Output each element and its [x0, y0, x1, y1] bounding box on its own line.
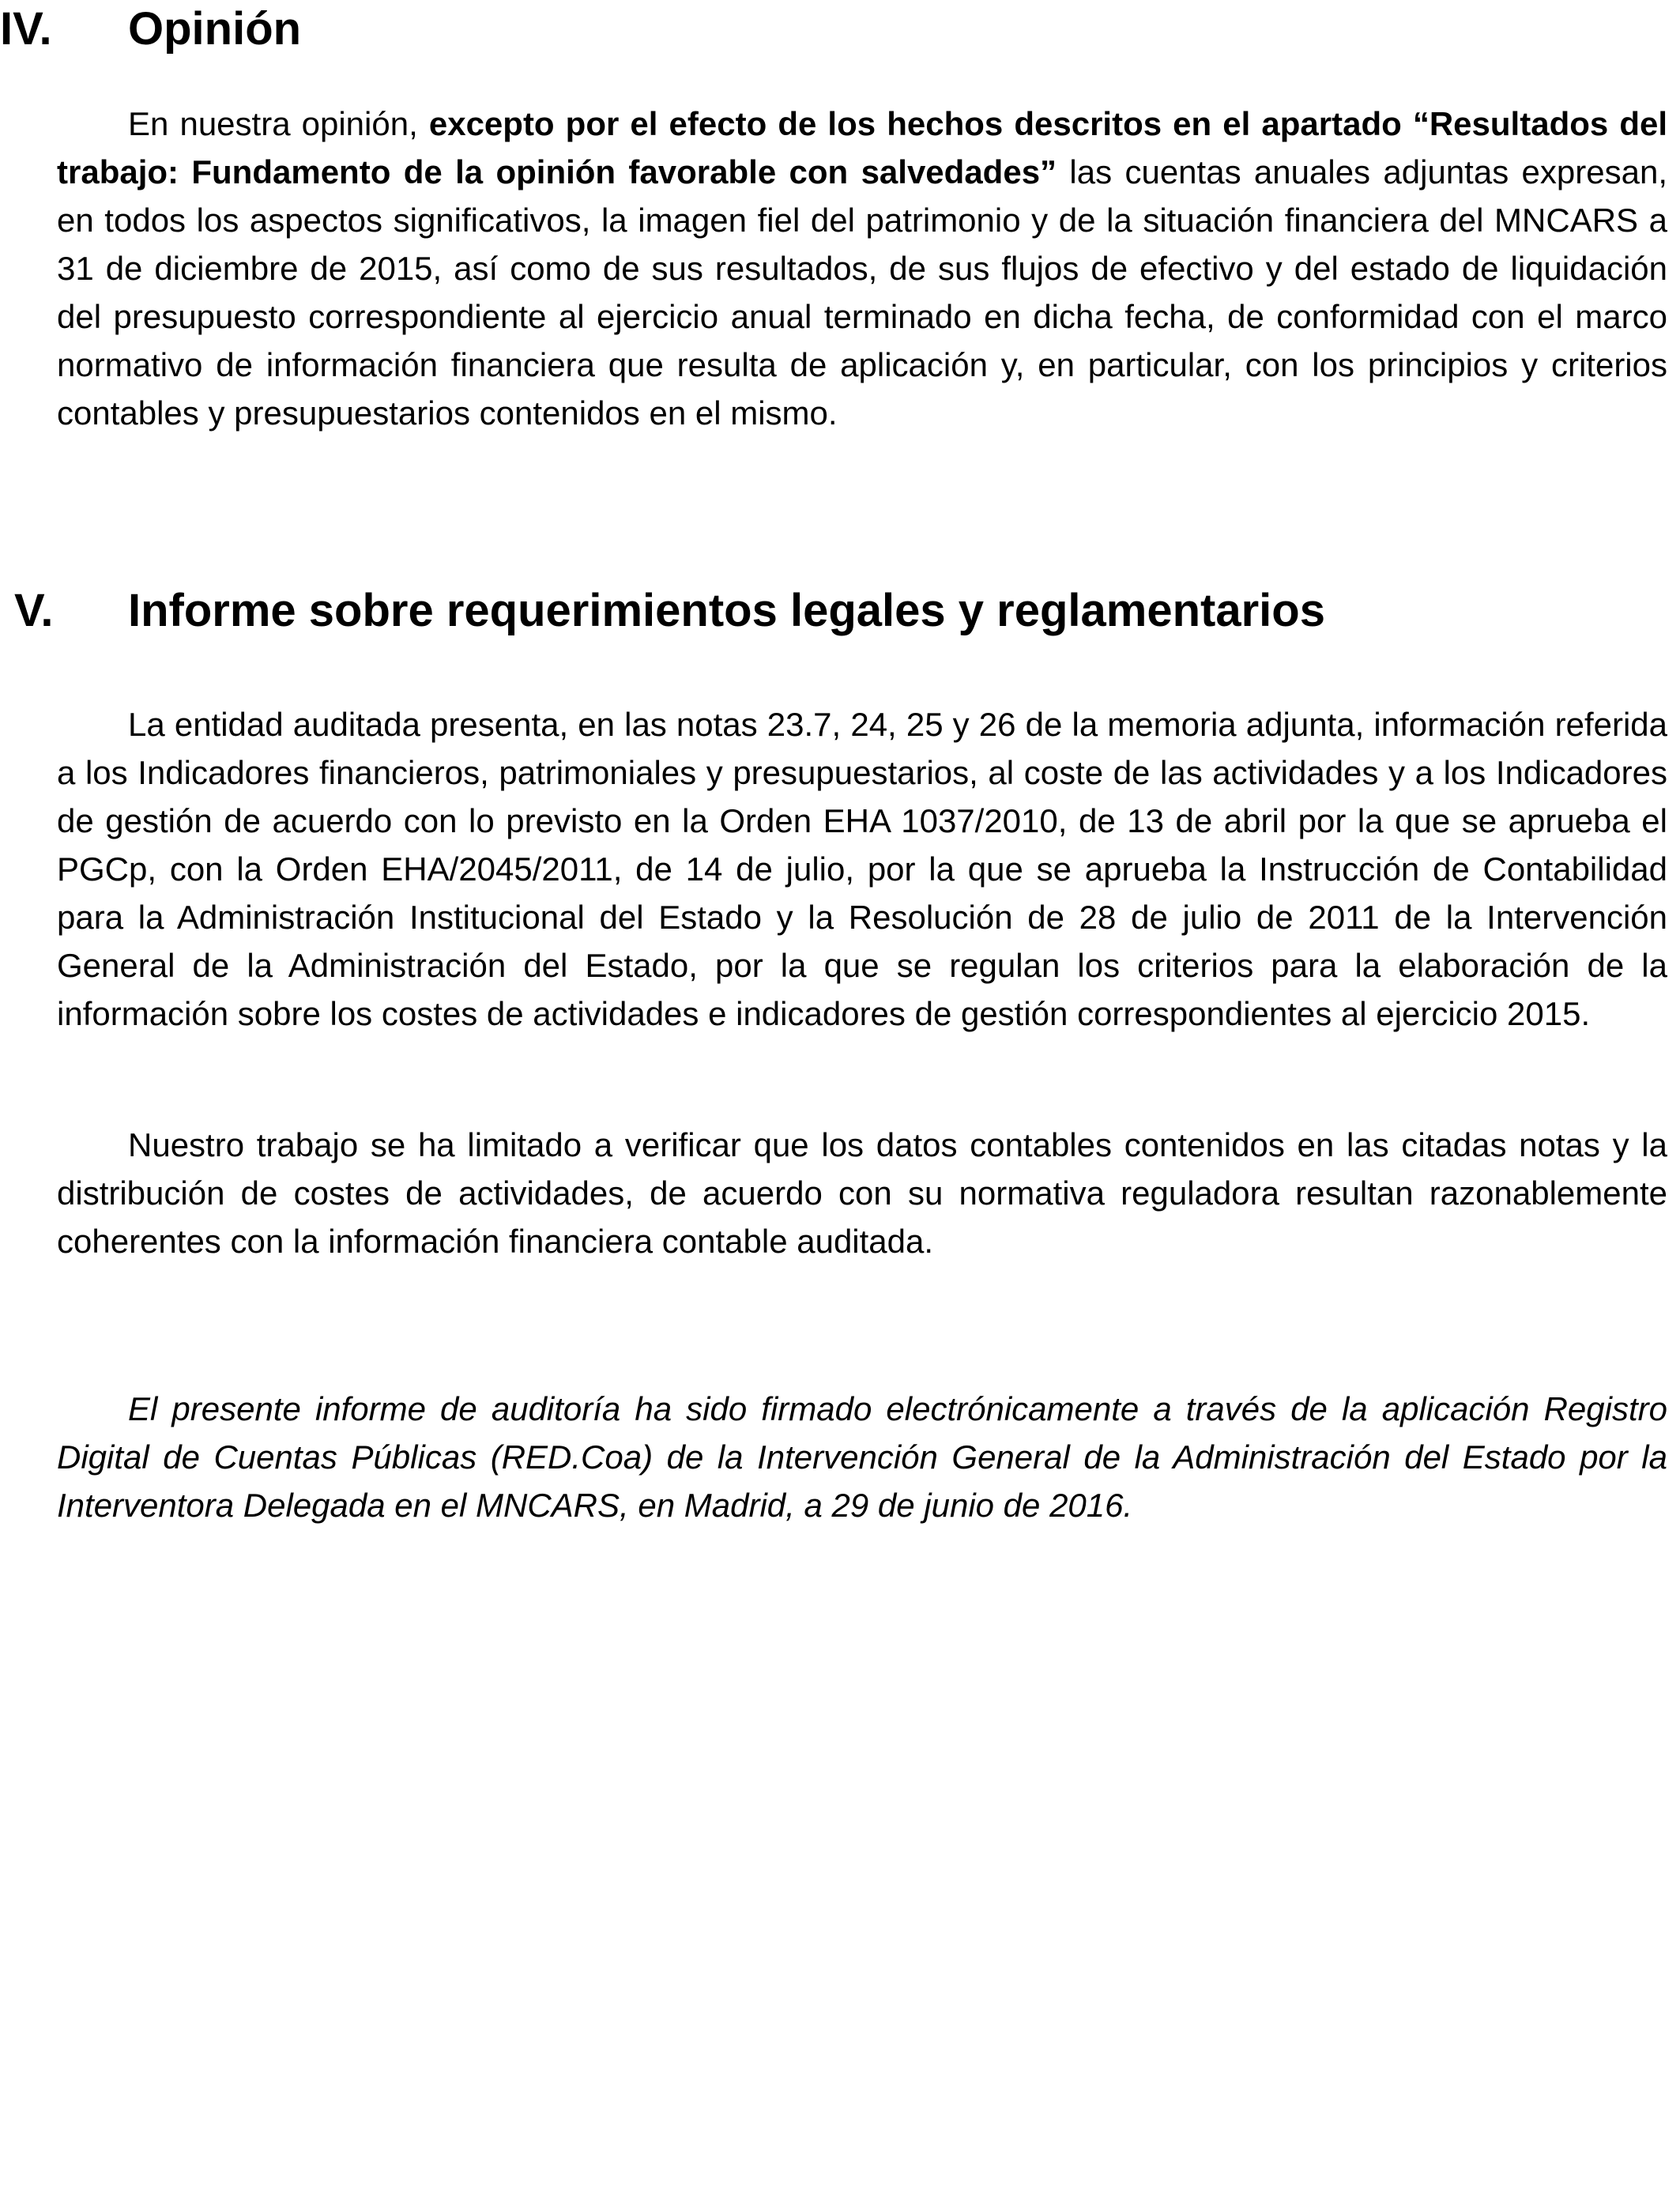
- signature-note: El presente informe de auditoría ha sido firmado electrónicamente a través de la aplicación Registro Digital de Cuentas Públicas (RED.Coa) de la Intervención General de la Administración del Estado por la Interventora Delegada en el MNCARS, en Madrid, a 29 de junio de 2016.: [57, 1390, 1667, 1524]
- opinion-lead-text: En nuestra opinión,: [128, 105, 429, 142]
- work-scope-paragraph: Nuestro trabajo se ha limitado a verificar que los datos contables contenidos en las citadas notas y la distribución de costes de actividades, de acuerdo con su normativa reguladora resultan razonablemente coherentes con la información financiera contable auditada.: [57, 1126, 1667, 1260]
- section-v-heading: [0, 583, 1325, 639]
- opinion-bold-text: excepto por el efecto de los hechos descritos en el apartado “Resultados del trabajo: Fundamento de la opinión favorable con salvedades”: [57, 105, 1668, 190]
- section-iv-title: Opinión: [128, 3, 302, 55]
- section-iv-number: IV.: [0, 3, 52, 55]
- section-v-number: V.: [14, 585, 54, 636]
- legal-requirements-paragraph: La entidad auditada presenta, en las notas 23.7, 24, 25 y 26 de la memoria adjunta, información referida a los Indicadores financieros, patrimoniales y presupuestarios, al coste de las actividades y a los Indicadores de gestión de acuerdo con lo previsto en la Orden EHA 1037/2010, de 13 de abril por la que se aprueba el PGCp, con la Orden EHA/2045/2011, de 14 de julio, por la que se aprueba la Instrucción de Contabilidad para la Administración Institucional del Estado y la Resolución de 28 de julio de 2011 de la Intervención General de la Administración del Estado, por la que se regulan los criterios para la elaboración de la información sobre los costes de actividades e indicadores de gestión correspondientes al ejercicio 2015.: [57, 706, 1667, 1032]
- section-v-title: Informe sobre requerimientos legales y reglamentarios: [128, 585, 1325, 636]
- section-iv-heading: [0, 2, 302, 57]
- opinion-paragraph: [57, 100, 1667, 437]
- opinion-rest-text: las cuentas anuales adjuntas expresan, en todos los aspectos significativos, la imagen fiel del patrimonio y de la situación financiera del MNCARS a 31 de diciembre de 2015, así como de sus resultados, de sus flujos de efectivo y del estado de liquidación del presupuesto correspondiente al ejercicio anual terminado en dicha fecha, de conformidad con el marco normativo de información financiera que resulta de aplicación y, en particular, con los principios y criterios contables y presupuestarios contenidos en el mismo.: [57, 153, 1668, 432]
